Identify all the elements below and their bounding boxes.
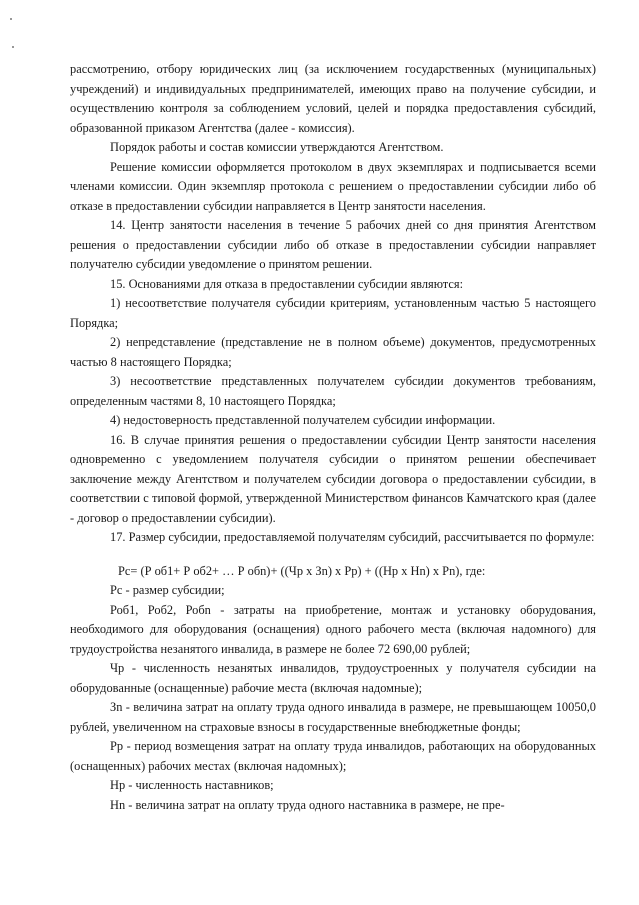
definition-nn: Нn - величина затрат на оплату труда одного наставника в размере, не пре-	[110, 797, 505, 812]
paragraph-14: 14. Центр занятости населения в течение 5 рабочих дней со дня принятия Агентством решения о предоставлении субсидии либо об отказе в предоставлении субсидии направляет получателю субсидии уведомление о принятом решении.	[70, 218, 596, 271]
scan-speck	[12, 46, 14, 48]
definition-nr: Нр - численность наставников;	[110, 778, 274, 792]
paragraph-15: 15. Основаниями для отказа в предоставлении субсидии являются:	[110, 276, 464, 291]
definition-rc: Рс - размер субсидии;	[110, 583, 225, 597]
list-item-15-1: 1) несоответствие получателя субсидии критериям, установленным частью 5 настоящего Порядка;	[70, 296, 596, 330]
list-item-15-3: 3) несоответствие представленных получателем субсидии документов требованиям, определенным частями 8, 10 настоящего Порядка;	[70, 374, 596, 408]
list-item-15-4: 4) недостоверность представленной получателем субсидии информации.	[110, 413, 496, 427]
document-body	[70, 60, 596, 815]
paragraph-commission-order: Порядок работы и состав комиссии утверждаются Агентством.	[110, 140, 444, 154]
paragraph-commission-decision: Решение комиссии оформляется протоколом в двух экземплярах и подписывается всеми членами комиссии. Один экземпляр протокола с решением о предоставлении субсидии либо об отказе в предоставлении субсидии направляется в Центр занятости населения.	[70, 159, 596, 213]
definition-rr: Рр - период возмещения затрат на оплату труда инвалидов, работающих на оборудованных (оснащенных) рабочих местах (включая надомных);	[70, 739, 596, 773]
subsidy-formula: Рс= (Р об1+ Р об2+ … Р обn)+ ((Чр x Зn) x Рр) + ((Нр x Нn) x Рn), где:	[118, 563, 486, 578]
paragraph-continuation: рассмотрению, отбору юридических лиц (за исключением государственных (муниципальных) учреждений) и индивидуальных предпринимателей, имеющих право на получение субсидии, и осуществлению контроля за соблюдением условий, целей и порядка предоставления субсидий, образованной приказом Агентства (далее - комиссия).	[70, 62, 596, 135]
definition-chr: Чр - численность незанятых инвалидов, трудоустроенных у получателя субсидии на оборудованные (оснащенные) рабочие места (включая надомные);	[70, 661, 596, 695]
definition-zn: Зn - величина затрат на оплату труда одного инвалида в размере, не превышающем 10050,0 рублей, увеличенном на страховые взносы в государственные внебюджетные фонды;	[70, 700, 596, 734]
list-item-15-2: 2) непредставление (представление не в полном объеме) документов, предусмотренных частью 8 настоящего Порядка;	[70, 335, 596, 369]
scan-speck	[10, 18, 12, 20]
paragraph-16: 16. В случае принятия решения о предоставлении субсидии Центр занятости населения одновременно с уведомлением получателя субсидии о принятом решении обеспечивает заключение между Агентством и получателем субсидии договора о предоставлении субсидии, в соответствии с типовой формой, утвержденной Министерством финансов Камчатского края (далее - договор о предоставлении субсидии).	[70, 432, 596, 525]
paragraph-17: 17. Размер субсидии, предоставляемой получателям субсидий, рассчитывается по формуле:	[110, 530, 595, 544]
definition-rob: Роб1, Роб2, Робn - затраты на приобретение, монтаж и установку оборудования, необходимого для оборудования (оснащения) одного рабочего места (включая надомного) для трудоустройства незанятого инвалида, в размере не более 72 690,00 рублей;	[70, 602, 596, 656]
